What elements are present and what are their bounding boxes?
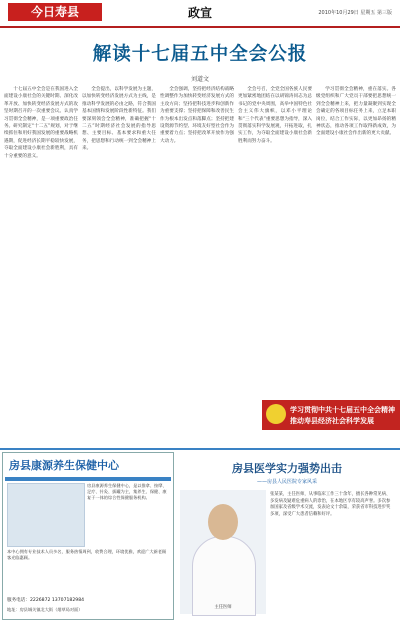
hospital-ad-subtitle: ——房县人民医院专家风采 [256, 479, 317, 485]
health-center-ad-title: 房县康源养生保健中心 [9, 459, 119, 472]
newspaper-logo: 今日寿县 [8, 3, 102, 21]
health-center-ad-text-2: 本中心拥有专业技术人员多名，服务热情周到，收费合理，环境优雅，欢迎广大新老顾客光临惠顾。 [7, 549, 167, 561]
section-title: 政宣 [187, 6, 212, 20]
section-divider [0, 448, 400, 450]
ad-photo [7, 483, 85, 547]
article-column-5-text: 学习贯彻全会精神，重在落实。各级党组织和广大党员干部要把思想统一到全会精神上来，把力量凝聚到实现全会确定的各项目标任务上来，立足本职岗位，结合工作实际，以更加昂扬的精神状态，推动各项工作取得新成效，为全面建设小康社会作出新的更大贡献。 [316, 87, 396, 137]
article-headline: 解读十七届五中全会公报 [92, 44, 308, 65]
banner-line-1: 学习贯彻中共十七届五中全会精神 [290, 406, 395, 414]
hospital-ad-title: 房县医学实力强势出击 [232, 462, 342, 475]
article-column-2-text: 全会提出，以科学发展为主题，以加快转变经济发展方式为主线，是推动科学发展的必由之路，符合我国基本国情和发展阶段性新特征。我们要深刻领会全会精神，准确把握“十二五”时期经济社会发展的指导思想、主要目标、基本要求和重大任务，把思想和行动统一到全会精神上来。 [82, 87, 156, 152]
article-byline: 刘道文 [190, 76, 209, 83]
article-column-1-text: 十七届五中全会是在我国进入全面建设小康社会的关键时期、深化改革开放、加快转变经济发展方式的攻坚时期召开的一次重要会议。认真学习贯彻全会精神，是一项重要政治任务。研究制定“十二五”规划，对于继续抓住和用好我国发展的重要战略机遇期，促进经济长期平稳较快发展，夺取全面建设小康社会新胜利，具有十分重要的意义。 [4, 87, 78, 159]
article-column-3-text: 全会强调，坚持把经济结构战略性调整作为加快转变经济发展方式的主攻方向；坚持把科技进步和创新作为重要支撑；坚持把保障和改善民生作为根本出发点和落脚点；坚持把建设资源节约型、环境友好型社会作为重要着力点；坚持把改革开放作为强大动力。 [160, 87, 234, 144]
article-column-3 [160, 86, 234, 442]
party-emblem-icon [266, 404, 286, 424]
article-column-4-text: 全会号召，全党全国各族人民要更加紧密地团结在以胡锦涛同志为总书记的党中央周围，高举中国特色社会主义伟大旗帜，以邓小平理论和“三个代表”重要思想为指导，深入贯彻落实科学发展观，开拓进取，扎实工作，为夺取全面建设小康社会新胜利而努力奋斗。 [238, 87, 312, 144]
health-center-ad-text: 房县康源养生保健中心，是以推拿、按摩、足疗、针灸、拔罐为主，集养生、保健、康复于一体的综合性保健服务机构。 [87, 483, 167, 501]
masthead [0, 0, 400, 28]
issue-info: 2010年10月29日 星期五 第三版 [318, 10, 392, 16]
ad-title-bar [5, 477, 171, 481]
hospital-ad [176, 452, 398, 618]
banner-line-2: 推动寿县经济社会科学发展 [290, 417, 374, 425]
health-center-phone: 服务电话：2226872 13707182984 [7, 598, 85, 603]
health-center-ad [2, 452, 174, 620]
article-column-1 [4, 86, 78, 442]
doctor-head-shape [208, 504, 238, 540]
doctor-photo [180, 490, 266, 614]
slogan-banner [262, 392, 400, 446]
doctor-caption: 主任医师 [214, 605, 232, 610]
article-column-4 [238, 86, 312, 388]
article-column-2 [82, 86, 156, 442]
article-column-5 [316, 86, 396, 388]
hospital-ad-text: 张某某，主任医师，从事临床工作三十余年，擅长各种常见病、多发病及疑难危重病人的诊治，在本地区享有较高声誉。多次参加国家及省级学术交流，发表论文十余篇，荣获省市科技进步奖多项，深受广大患者信赖和好评。 [270, 492, 391, 517]
health-center-address: 地址：房县城关镇北大街（烟草局对面） [7, 607, 83, 612]
